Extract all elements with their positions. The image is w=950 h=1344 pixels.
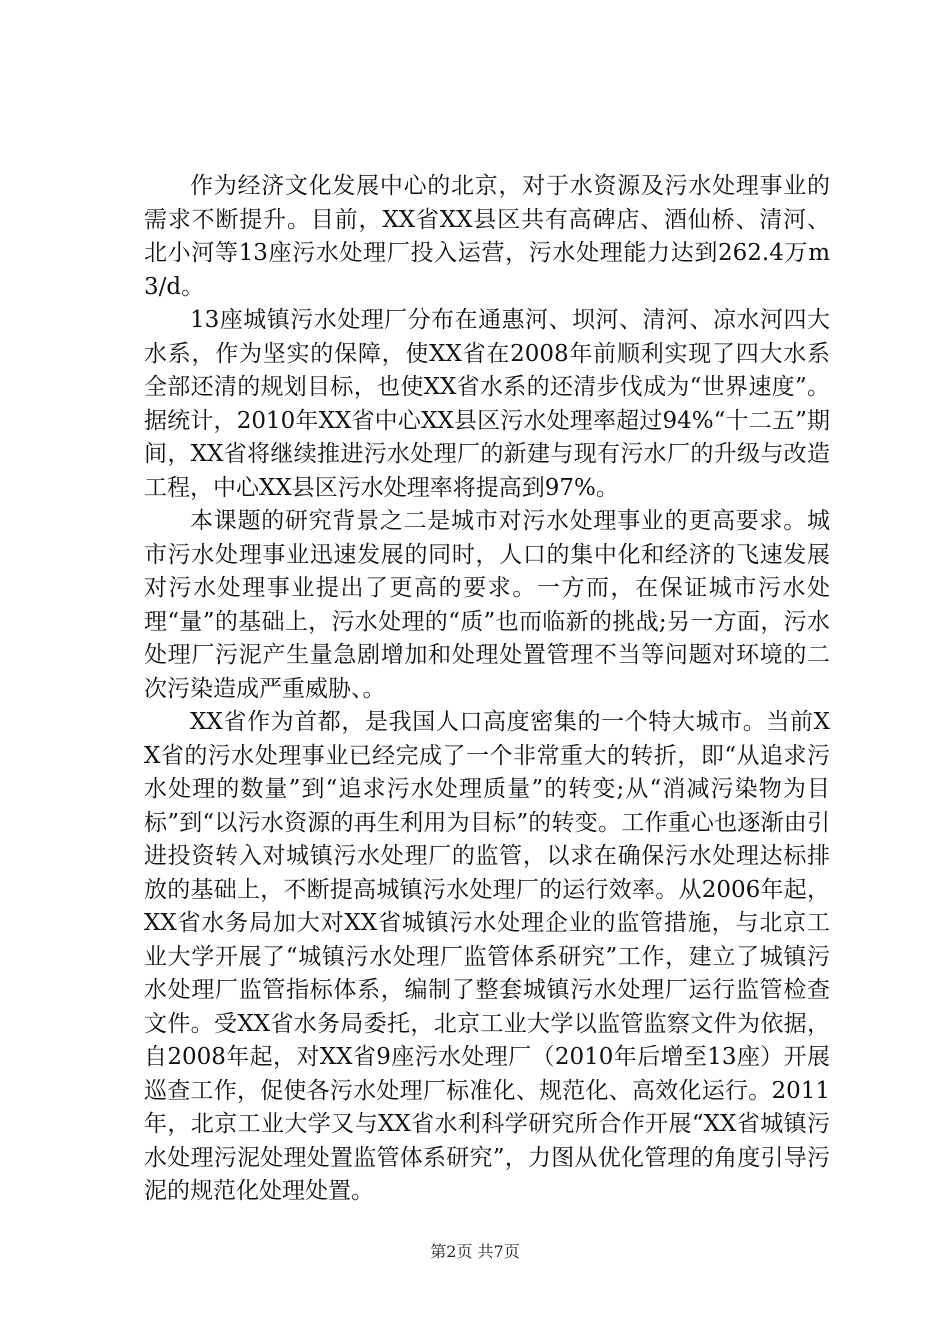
- paragraph-2: 13座城镇污水处理厂分布在通惠河、坝河、清河、凉水河四大水系，作为坚实的保障，使XX省在2008年前顺利实现了四大水系全部还清的规划目标，也使XX省水系的还清步伐成为“世界速度”。据统计，2010年XX省中心XX县区污水处理率超过94%“十二五”期间，XX省将继续推进污水处理厂的新建与现有污水厂的升级与改造工程，中心XX县区污水处理率将提高到97%。: [144, 307, 830, 501]
- page-number-footer: 第2页 共7页: [430, 1242, 520, 1261]
- paragraph-4: XX省作为首都，是我国人口高度密集的一个特大城市。当前XX省的污水处理事业已经完成了一个非常重大的转折，即“从追求污水处理的数量”到“追求污水处理质量”的转变;从“消减污染物为目标”到“以污水资源的再生利用为目标”的转变。工作重心也逐渐由引进投资转入对城镇污水处理厂的监管，以求在确保污水处理达标排放的基础上，不断提高城镇污水处理厂的运行效率。从2006年起，XX省水务局加大对XX省城镇污水处理企业的监管措施，与北京工业大学开展了“城镇污水处理厂监管体系研究”工作，建立了城镇污水处理厂监管指标体系，编制了整套城镇污水处理厂运行监管检查文件。受XX省水务局委托，北京工业大学以监管监察文件为依据，自2008年起，对XX省9座污水处理厂（2010年后增至13座）开展巡查工作，促使各污水处理厂标准化、规范化、高效化运行。2011年，北京工业大学又与XX省水利科学研究所合作开展“XX省城镇污水处理污泥处理处置监管体系研究”，力图从优化管理的角度引导污泥的规范化处理处置。: [144, 709, 830, 1204]
- paragraph-3: 本课题的研究背景之二是城市对污水处理事业的更高要求。城市污水处理事业迅速发展的同时，人口的集中化和经济的飞速发展对污水处理事业提出了更高的要求。一方而，在保证城市污水处理“量”的基础上，污水处理的“质”也而临新的挑战;另一方面，污水处理厂污泥产生量急剧增加和处理处置管理不当等问题对环境的二次污染造成严重威胁、。: [144, 508, 830, 702]
- paragraph-1: 作为经济文化发展中心的北京，对于水资源及污水处理事业的需求不断提升。目前，XX省XX县区共有高碑店、酒仙桥、清河、北小河等13座污水处理厂投入运营，污水处理能力达到262.4万m3/d。: [144, 173, 830, 300]
- document-body: [144, 170, 830, 1209]
